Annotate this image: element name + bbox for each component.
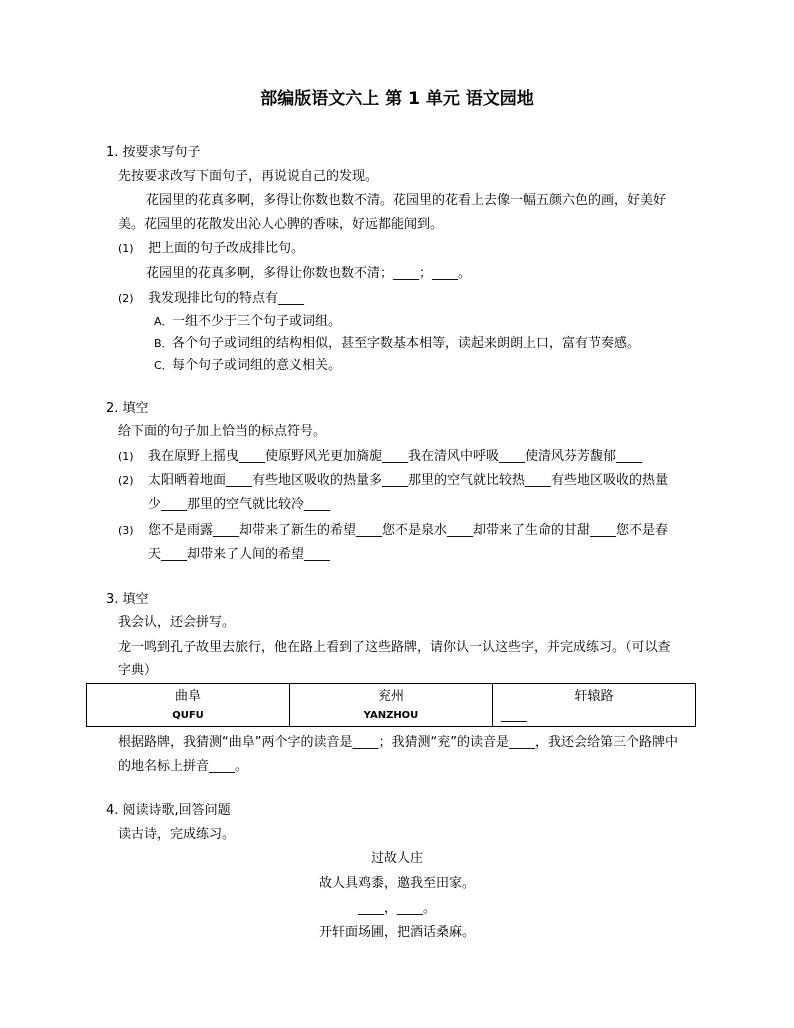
q3-after-line2: 的地名标上拼音____。 xyxy=(118,759,249,774)
q2-s2-line1: 太阳晒着地面____有些地区吸收的热量多____那里的空气就比较热____有些地区吸收的热量 xyxy=(148,473,669,488)
option-b-text: 各个句子或词组的结构相似，甚至字数基本相等，读起来朗朗上口，富有节奏感。 xyxy=(172,336,641,351)
q2-s1-text: 我在原野上摇曳____使原野风光更加旖旎____我在清风中呼吸____使清风芬芳馥郁____ xyxy=(148,449,643,464)
road-sign-name: 曲阜 xyxy=(174,689,201,704)
q1-sub1-answer: 花园里的花真多啊，多得让你数也数不清；____；____。 xyxy=(146,266,472,281)
road-sign-name: 兖州 xyxy=(377,689,404,704)
q3-heading: 3. 填空 xyxy=(106,592,149,607)
option-c-text: 每个句子或词组的意义相关。 xyxy=(172,358,342,373)
road-sign-name: 轩辕路 xyxy=(574,689,614,704)
q3-intro: 我会认，还会拼写。 xyxy=(118,615,236,630)
road-sign xyxy=(493,684,695,726)
road-sign-pinyin-blank: ____ xyxy=(501,708,527,723)
q2-s3-line2: 天____却带来了人间的希望____ xyxy=(148,547,331,562)
road-sign xyxy=(87,684,290,726)
q1-passage-line1: 花园里的花真多啊，多得让你数也数不清。花园里的花看上去像一幅五颜六色的画，好美好 xyxy=(146,193,667,208)
road-sign-pinyin: YANZHOU xyxy=(363,710,419,721)
q1-option-b xyxy=(154,333,640,355)
q1-option-a xyxy=(154,311,341,333)
option-b-label: B． xyxy=(154,337,173,350)
q2-sentence3 xyxy=(118,520,668,542)
q2-sentence1 xyxy=(118,446,642,468)
q3-after-line1: 根据路牌，我猜测“曲阜”两个字的读音是____；我猜测“兖”的读音是____，我还会给第三个路牌中 xyxy=(118,735,678,750)
poem-line-blank: ____，____。 xyxy=(357,901,436,916)
q2-s2-number: (2) xyxy=(118,474,134,487)
q2-s1-number: (1) xyxy=(118,450,134,463)
q1-passage-line2: 美。花园里的花散发出沁人心脾的香味，好远都能闻到。 xyxy=(118,217,444,232)
q1-sub2-number: (2) xyxy=(118,292,134,305)
q2-sentence2 xyxy=(118,470,668,492)
q2-s3-line1: 您不是雨露____却带来了新生的希望____您不是泉水____却带来了生命的甘甜____您不是春 xyxy=(148,523,669,538)
q1-sub1 xyxy=(118,238,304,260)
q1-heading: 1. 按要求写句子 xyxy=(106,145,201,160)
option-a-label: A． xyxy=(154,315,173,328)
q2-s2-line2: 少____那里的空气就比较冷____ xyxy=(148,497,331,512)
poem-line: 开轩面场圃，把酒话桑麻。 xyxy=(318,925,475,940)
q3-story-line2: 字典） xyxy=(118,663,158,678)
q1-sub1-number: (1) xyxy=(118,242,134,255)
q3-story-line1: 龙一鸣到孔子故里去旅行，他在路上看到了这些路牌，请你认一认这些字，并完成练习。（可以查 xyxy=(118,640,671,655)
poem-line: 故人具鸡黍，邀我至田家。 xyxy=(318,876,475,891)
q2-s3-number: (3) xyxy=(118,524,134,537)
q1-intro: 先按要求改写下面句子，再说说自己的发现。 xyxy=(118,169,379,184)
poem-title: 过故人庄 xyxy=(370,851,423,866)
q4-heading: 4. 阅读诗歌,回答问题 xyxy=(106,803,231,818)
q1-sub2-text: 我发现排比句的特点有____ xyxy=(148,291,305,306)
page-title: 部编版语文六上 第 1 单元 语文园地 xyxy=(260,89,534,109)
q4-intro: 读古诗，完成练习。 xyxy=(118,827,236,842)
q2-heading: 2. 填空 xyxy=(106,401,149,416)
q1-option-c xyxy=(154,355,341,377)
q1-sub1-text: 把上面的句子改成排比句。 xyxy=(148,241,305,256)
q1-sub2 xyxy=(118,288,304,310)
option-a-text: 一组不少于三个句子或词组。 xyxy=(172,314,342,329)
road-sign-table xyxy=(86,683,696,727)
road-sign-pinyin: QUFU xyxy=(172,710,204,721)
q2-intro: 给下面的句子加上恰当的标点符号。 xyxy=(118,424,327,439)
option-c-label: C． xyxy=(154,359,173,372)
road-sign xyxy=(290,684,493,726)
